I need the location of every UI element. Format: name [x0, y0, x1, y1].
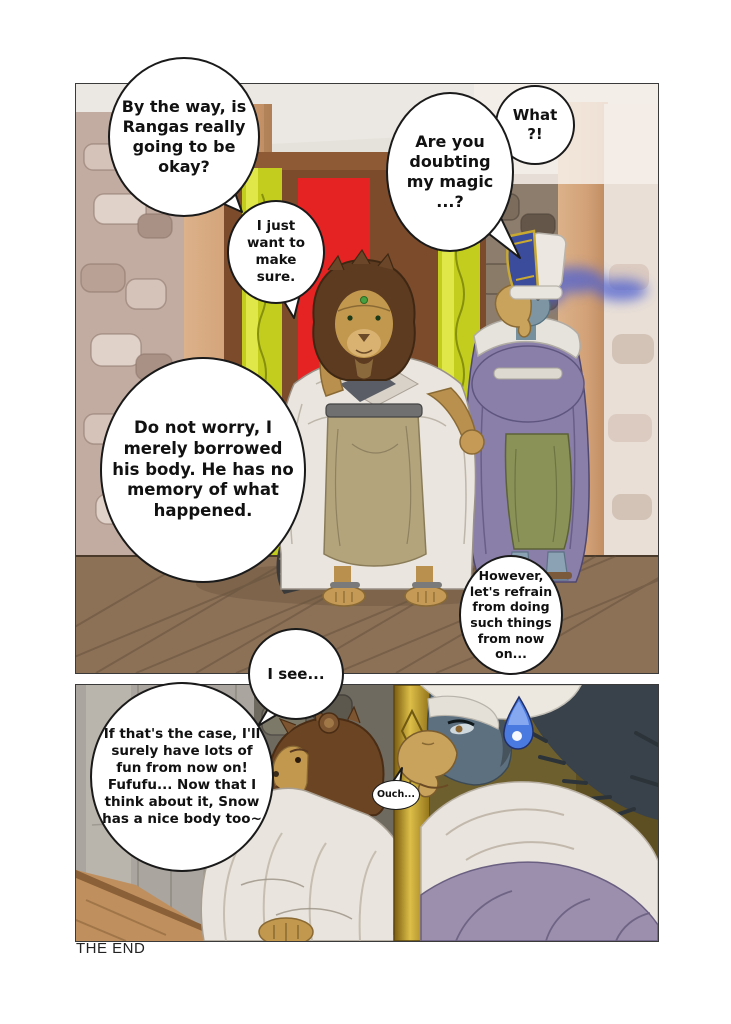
speech-bubble-rangas [108, 57, 260, 217]
vulture-closeup [398, 685, 658, 941]
speech-text-make-sure: I just want to make sure. [246, 218, 306, 285]
speech-bubble-no-worry [100, 357, 306, 583]
speech-text-i-see: I see... [267, 664, 325, 683]
speech-text-rangas: By the way, is Rangas really going to be okay? [121, 97, 247, 176]
speech-bubble-make-sure [227, 200, 325, 304]
speech-bubble-however [459, 555, 563, 675]
speech-text-however: However, let's refrain from doing such things from now on... [469, 568, 553, 662]
speech-text-doubting: Are you doubting my magic ...? [406, 132, 494, 211]
speech-bubble-doubting [386, 92, 514, 252]
speech-bubble-i-see [248, 628, 344, 720]
speech-text-no-worry: Do not worry, I merely borrowed his body. He has no memory of what happened. [112, 418, 294, 520]
speech-text-what: What ?! [512, 106, 558, 143]
vulture-mitre [507, 231, 566, 299]
speech-bubble-ouch [372, 780, 420, 810]
speech-text-fun: If that's the case, I'll surely have lots of fun from now on! Fufufu... Now that I think about it, Snow has a nice body too~ [102, 726, 262, 827]
speech-text-ouch: Ouch... [376, 789, 416, 801]
lion-belt [326, 404, 422, 417]
the-end-label: THE END [76, 940, 146, 957]
speech-bubble-fun [90, 682, 274, 872]
